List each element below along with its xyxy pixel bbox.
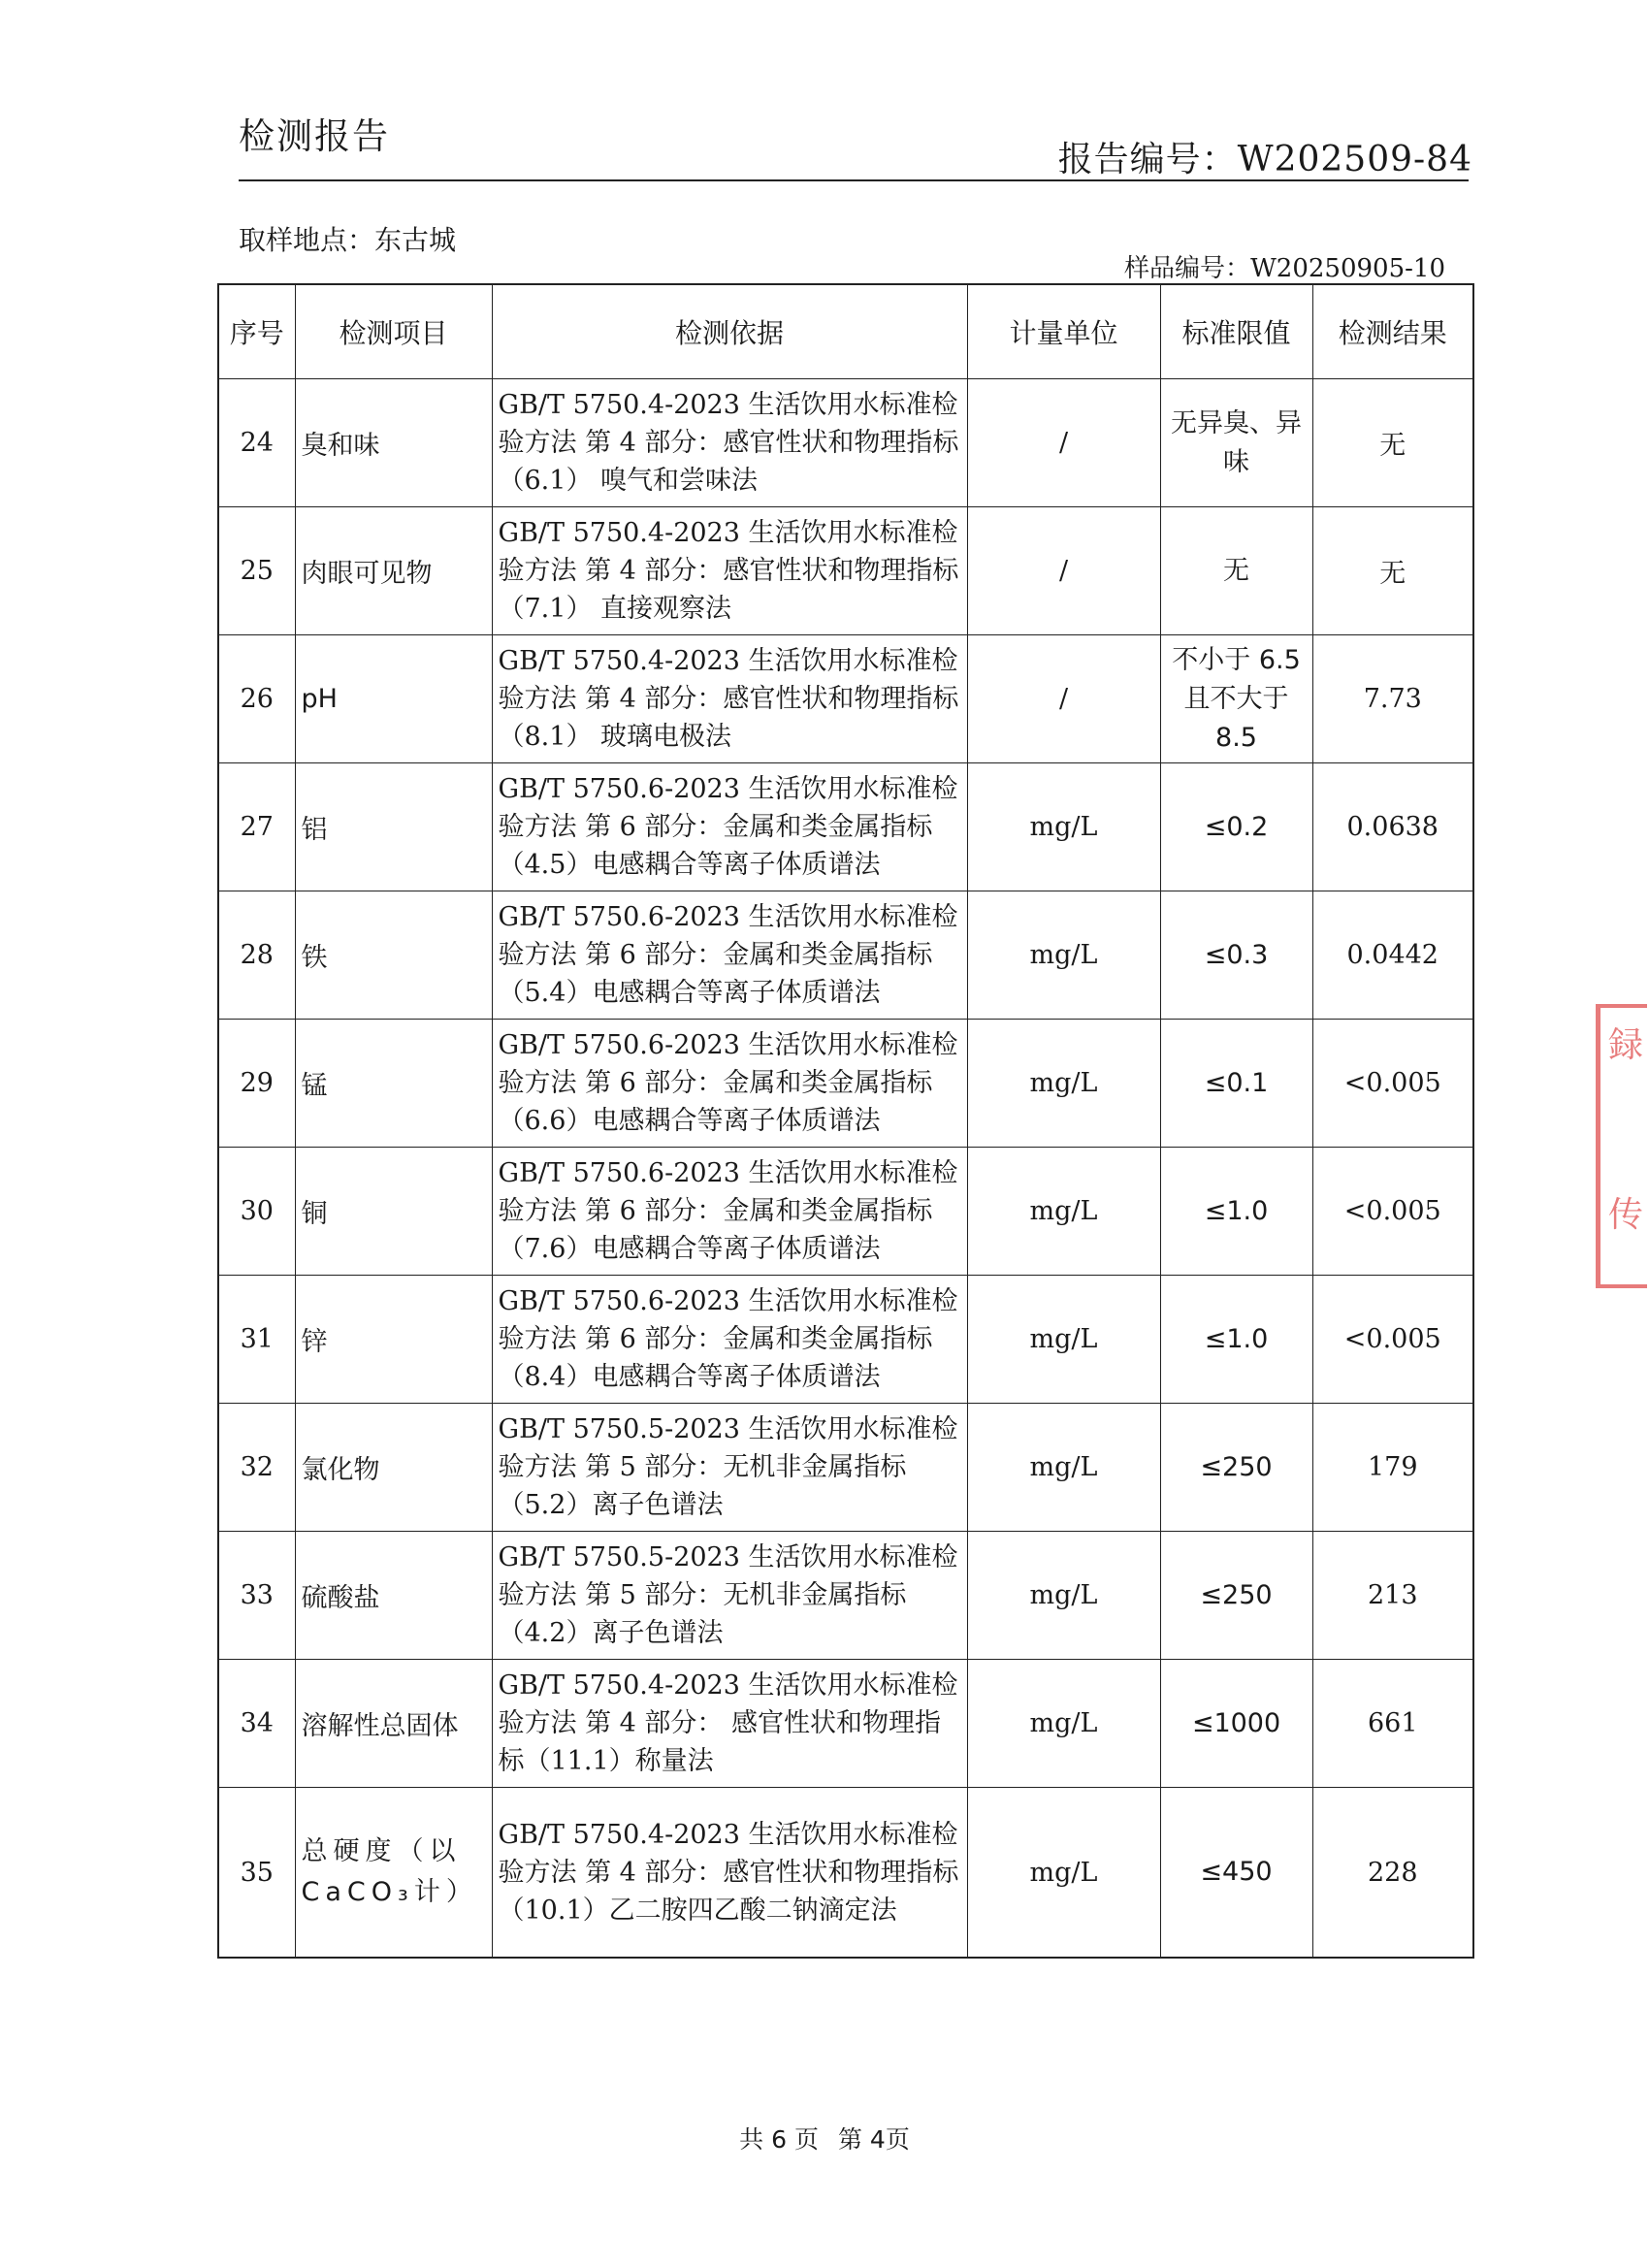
cell-no: 32 <box>218 1404 295 1532</box>
page-footer <box>0 2121 1649 2155</box>
cell-limit: ≤250 <box>1160 1404 1312 1532</box>
cell-no: 34 <box>218 1660 295 1788</box>
cell-result: 0.0442 <box>1312 891 1473 1020</box>
col-header-unit: 计量单位 <box>967 284 1160 379</box>
cell-item: 铁 <box>295 891 492 1020</box>
sampling-location-label: 取样地点： <box>239 224 375 256</box>
total-pages: 共 6 页 <box>739 2125 819 2154</box>
cell-item: 臭和味 <box>295 379 492 507</box>
cell-item: 锰 <box>295 1020 492 1148</box>
cell-no: 35 <box>218 1788 295 1959</box>
cell-item: 锌 <box>295 1276 492 1404</box>
cell-result: 213 <box>1312 1532 1473 1660</box>
cell-unit: mg/L <box>967 1148 1160 1276</box>
cell-unit: / <box>967 635 1160 763</box>
cell-result: 179 <box>1312 1404 1473 1532</box>
cell-result: 无 <box>1312 507 1473 635</box>
cell-limit: ≤0.3 <box>1160 891 1312 1020</box>
cell-item: 肉眼可见物 <box>295 507 492 635</box>
cell-basis: GB/T 5750.6-2023 生活饮用水标准检验方法 第 6 部分：金属和类金属指标（8.4）电感耦合等离子体质谱法 <box>492 1276 967 1404</box>
cell-unit: mg/L <box>967 891 1160 1020</box>
table-row <box>218 1276 1473 1404</box>
report-number <box>1058 132 1472 181</box>
cell-unit: / <box>967 507 1160 635</box>
cell-basis: GB/T 5750.6-2023 生活饮用水标准检验方法 第 6 部分：金属和类金属指标（7.6）电感耦合等离子体质谱法 <box>492 1148 967 1276</box>
cell-item: 溶解性总固体 <box>295 1660 492 1788</box>
table-row <box>218 1404 1473 1532</box>
col-header-basis: 检测依据 <box>492 284 967 379</box>
cell-basis: GB/T 5750.6-2023 生活饮用水标准检验方法 第 6 部分：金属和类金属指标（5.4）电感耦合等离子体质谱法 <box>492 891 967 1020</box>
cell-basis: GB/T 5750.5-2023 生活饮用水标准检验方法 第 5 部分：无机非金属指标（4.2）离子色谱法 <box>492 1532 967 1660</box>
cell-result: 7.73 <box>1312 635 1473 763</box>
cell-no: 25 <box>218 507 295 635</box>
sample-number <box>1124 248 1445 284</box>
cell-unit: mg/L <box>967 1404 1160 1532</box>
col-header-result: 检测结果 <box>1312 284 1473 379</box>
cell-limit: 无异臭、异味 <box>1160 379 1312 507</box>
cell-item: 铝 <box>295 763 492 891</box>
cell-limit: ≤1.0 <box>1160 1276 1312 1404</box>
cell-unit: / <box>967 379 1160 507</box>
cell-basis: GB/T 5750.6-2023 生活饮用水标准检验方法 第 6 部分：金属和类金属指标（6.6）电感耦合等离子体质谱法 <box>492 1020 967 1148</box>
cell-result: <0.005 <box>1312 1148 1473 1276</box>
cell-unit: mg/L <box>967 1020 1160 1148</box>
cell-limit: 无 <box>1160 507 1312 635</box>
cell-basis: GB/T 5750.4-2023 生活饮用水标准检验方法 第 4 部分：感官性状和物理指标（7.1） 直接观察法 <box>492 507 967 635</box>
cell-unit: mg/L <box>967 1660 1160 1788</box>
cell-result: 661 <box>1312 1660 1473 1788</box>
cell-item: 氯化物 <box>295 1404 492 1532</box>
table-header-row <box>218 284 1473 379</box>
cell-limit: ≤0.2 <box>1160 763 1312 891</box>
cell-result: <0.005 <box>1312 1020 1473 1148</box>
seal-stamp-char-2: 传 <box>1608 1195 1644 1235</box>
cell-no: 26 <box>218 635 295 763</box>
table-row <box>218 1532 1473 1660</box>
report-title: 检测报告 <box>239 115 390 157</box>
cell-unit: mg/L <box>967 1788 1160 1959</box>
header-rule <box>239 179 1469 181</box>
table-row <box>218 507 1473 635</box>
table-row <box>218 891 1473 1020</box>
cell-result: 228 <box>1312 1788 1473 1959</box>
cell-limit: 不小于 6.5 且不大于 8.5 <box>1160 635 1312 763</box>
cell-limit: ≤1.0 <box>1160 1148 1312 1276</box>
sampling-location <box>239 219 456 258</box>
col-header-limit: 标准限值 <box>1160 284 1312 379</box>
cell-no: 29 <box>218 1020 295 1148</box>
cell-unit: mg/L <box>967 763 1160 891</box>
cell-limit: ≤450 <box>1160 1788 1312 1959</box>
table-row <box>218 763 1473 891</box>
table-row <box>218 1788 1473 1959</box>
cell-basis: GB/T 5750.4-2023 生活饮用水标准检验方法 第 4 部分： 感官性状和物理指标（11.1）称量法 <box>492 1660 967 1788</box>
table-row <box>218 379 1473 507</box>
table-row <box>218 635 1473 763</box>
current-page: 第 4页 <box>837 2125 910 2154</box>
cell-no: 24 <box>218 379 295 507</box>
cell-result: 无 <box>1312 379 1473 507</box>
cell-no: 28 <box>218 891 295 1020</box>
cell-result: 0.0638 <box>1312 763 1473 891</box>
cell-basis: GB/T 5750.4-2023 生活饮用水标准检验方法 第 4 部分：感官性状和物理指标（6.1） 嗅气和尝味法 <box>492 379 967 507</box>
table-row <box>218 1020 1473 1148</box>
cell-basis: GB/T 5750.5-2023 生活饮用水标准检验方法 第 5 部分：无机非金属指标（5.2）离子色谱法 <box>492 1404 967 1532</box>
sampling-location-value: 东古城 <box>374 224 457 256</box>
cell-no: 30 <box>218 1148 295 1276</box>
sample-number-value: W20250905-10 <box>1250 254 1445 283</box>
cell-no: 33 <box>218 1532 295 1660</box>
cell-item: 总硬度（以CaCO₃计） <box>295 1788 492 1959</box>
cell-basis: GB/T 5750.6-2023 生活饮用水标准检验方法 第 6 部分：金属和类金属指标（4.5）电感耦合等离子体质谱法 <box>492 763 967 891</box>
col-header-no: 序号 <box>218 284 295 379</box>
cell-result: <0.005 <box>1312 1276 1473 1404</box>
seal-stamp-char-1: 録 <box>1608 1025 1644 1065</box>
cell-basis: GB/T 5750.4-2023 生活饮用水标准检验方法 第 4 部分：感官性状和物理指标 （10.1）乙二胺四乙酸二钠滴定法 <box>492 1788 967 1959</box>
cell-limit: ≤250 <box>1160 1532 1312 1660</box>
cell-item: 硫酸盐 <box>295 1532 492 1660</box>
sample-number-label: 样品编号： <box>1124 254 1251 283</box>
seal-stamp-fragment <box>1596 1004 1647 1288</box>
cell-no: 31 <box>218 1276 295 1404</box>
report-number-value: W202509-84 <box>1237 140 1472 179</box>
results-table <box>217 283 1474 1959</box>
cell-limit: ≤1000 <box>1160 1660 1312 1788</box>
cell-unit: mg/L <box>967 1532 1160 1660</box>
report-number-label: 报告编号： <box>1057 140 1238 179</box>
cell-limit: ≤0.1 <box>1160 1020 1312 1148</box>
cell-no: 27 <box>218 763 295 891</box>
table-row <box>218 1660 1473 1788</box>
cell-item: pH <box>295 635 492 763</box>
cell-basis: GB/T 5750.4-2023 生活饮用水标准检验方法 第 4 部分：感官性状和物理指标（8.1） 玻璃电极法 <box>492 635 967 763</box>
cell-unit: mg/L <box>967 1276 1160 1404</box>
table-row <box>218 1148 1473 1276</box>
col-header-item: 检测项目 <box>295 284 492 379</box>
cell-item: 铜 <box>295 1148 492 1276</box>
